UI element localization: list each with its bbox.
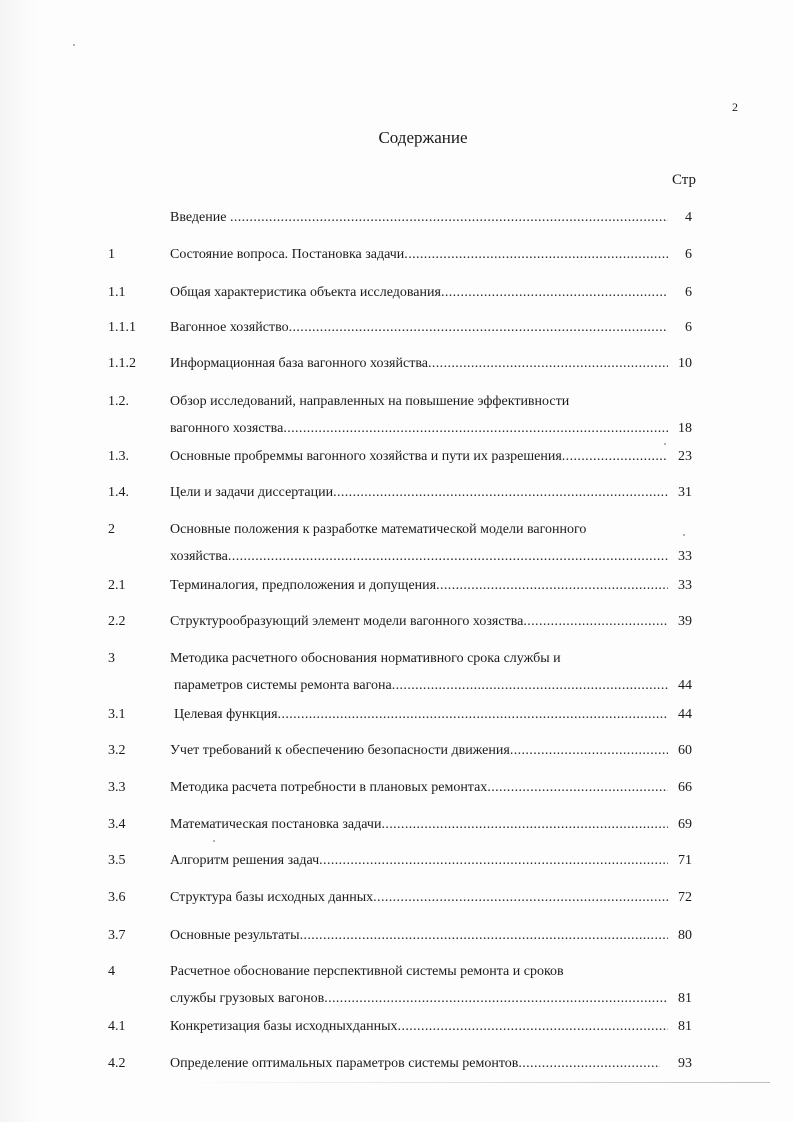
- toc-entry-continuation: [0, 420, 793, 438]
- toc-entry-page: 69: [678, 817, 692, 832]
- toc-entry-page: 23: [678, 449, 692, 464]
- toc-entry-number: 1.1: [108, 285, 126, 300]
- toc-entry-number: 3.7: [108, 928, 126, 943]
- toc-entry: [0, 613, 793, 631]
- scan-line: [180, 1082, 770, 1083]
- toc-entry-number: 3.5: [108, 853, 126, 868]
- toc-entry-title: Вагонное хозяйство .....: [170, 319, 668, 337]
- toc-entry-number: 4.1: [108, 1019, 126, 1034]
- toc-entry-title: Математическая постановка задачи .....: [170, 816, 668, 834]
- toc-entry: [0, 706, 793, 724]
- toc-entry: [0, 779, 793, 797]
- toc-entry-page: 18: [678, 421, 692, 436]
- toc-entry-title: Цели и задачи диссертации .....: [170, 484, 668, 502]
- toc-entry-title: Структура базы исходных данных .....: [170, 889, 668, 907]
- toc-entry-title: Введение .....: [170, 209, 668, 227]
- toc-entry-page: 33: [678, 578, 692, 593]
- toc-entry-number: 1: [108, 247, 115, 262]
- toc-entry-page: 39: [678, 614, 692, 629]
- toc-entry-title: Структурообразующий элемент модели вагонного хозяства .....: [170, 613, 668, 631]
- page-title: Содержание: [378, 128, 468, 147]
- scan-speck: [213, 840, 215, 842]
- toc-entry: [0, 963, 793, 981]
- toc-entry-title: Общая характеристика объекта исследования .....: [170, 284, 668, 302]
- toc-entry: [0, 284, 793, 302]
- toc-entry: [0, 393, 793, 411]
- toc-entry: [0, 448, 793, 466]
- toc-entry-title-continued: вагонного хозяства .....: [170, 420, 668, 438]
- toc-entry-page: 4: [685, 210, 692, 225]
- scan-speck: [683, 534, 685, 536]
- toc-entry-page: 66: [678, 780, 692, 795]
- toc-entry-number: 2: [108, 522, 115, 537]
- toc-entry-title: Методика расчета потребности в плановых ремонтах .....: [170, 779, 668, 797]
- toc-entry-page: 81: [678, 991, 692, 1006]
- toc-entry-number: 4.2: [108, 1056, 126, 1071]
- toc-entry: [0, 1018, 793, 1036]
- toc-entry-number: 3.6: [108, 890, 126, 905]
- toc-entry-title-continued: службы грузовых вагонов .....: [170, 990, 668, 1008]
- toc-entry-title: Основные пробреммы вагонного хозяйства и пути их разрешения .....: [170, 448, 668, 466]
- toc-entry: [0, 927, 793, 945]
- toc-entry-page: 44: [678, 707, 692, 722]
- scan-speck: [664, 443, 666, 445]
- toc-entry-page: 31: [678, 485, 692, 500]
- toc-entry-number: 3: [108, 651, 115, 666]
- toc-entry-number: 1.4.: [108, 485, 129, 500]
- page-number: 2: [732, 100, 738, 114]
- scan-speck: [73, 44, 75, 46]
- toc-entry-page: 33: [678, 549, 692, 564]
- toc-entry-title: Алгоритм решения задач .....: [170, 852, 668, 870]
- toc-entry-number: 3.2: [108, 743, 126, 758]
- toc-entry-title: Методика расчетного обоснования нормативного срока службы и: [170, 651, 561, 666]
- toc-entry: [0, 209, 793, 227]
- toc-entry-page: 81: [678, 1019, 692, 1034]
- toc-entry-title: Расчетное обоснование перспективной системы ремонта и сроков: [170, 964, 564, 979]
- toc-entry-page: 6: [685, 285, 692, 300]
- toc-entry-title: Обзор исследований, направленных на повышение эффективности: [170, 394, 570, 409]
- toc-entry-continuation: [0, 677, 793, 695]
- toc-entry-number: 1.1.2: [108, 356, 136, 371]
- toc-entry-title: Основные положения к разработке математической модели вагонного: [170, 522, 587, 537]
- toc-entry-page: 6: [685, 320, 692, 335]
- toc-entry-page: 60: [678, 743, 692, 758]
- toc-entry-title: Терминалогия, предположения и допущения .....: [170, 577, 668, 595]
- toc-entry-number: 1.1.1: [108, 320, 136, 335]
- toc-entry-title: Основные результаты .....: [170, 927, 668, 945]
- toc-entry-page: 72: [678, 890, 692, 905]
- toc-entry-title: Состояние вопроса. Постановка задачи .....: [170, 246, 668, 264]
- toc-entry-number: 1.2.: [108, 394, 129, 409]
- toc-entry-number: 3.1: [108, 707, 126, 722]
- toc-entry-page: 71: [678, 853, 692, 868]
- toc-entry: [0, 246, 793, 264]
- toc-entry-number: 3.3: [108, 780, 126, 795]
- toc-entry-number: 2.2: [108, 614, 126, 629]
- toc-entry-page: 6: [685, 247, 692, 262]
- toc-entry: [0, 650, 793, 668]
- toc-entry: [0, 577, 793, 595]
- toc-entry-number: 3.4: [108, 817, 126, 832]
- toc-entry-title: Учет требований к обеспечению безопасности движения .....: [170, 742, 668, 760]
- toc-entry-continuation: [0, 990, 793, 1008]
- toc-entry-number: 4: [108, 964, 115, 979]
- toc-entry-title: Целевая функция .....: [174, 706, 668, 724]
- toc-entry-page: 93: [678, 1056, 692, 1071]
- toc-entry-continuation: [0, 548, 793, 566]
- toc-entry-title: Информационная база вагонного хозяйства .....: [170, 355, 668, 373]
- toc-entry-title: Определение оптимальных параметров системы ремонтов .....: [170, 1055, 660, 1073]
- toc-entry: [0, 1055, 793, 1073]
- toc-entry-number: 2.1: [108, 578, 126, 593]
- toc-entry-title-continued: хозяйства .....: [170, 548, 668, 566]
- page-column-header: Стр: [672, 172, 697, 188]
- toc-entry: [0, 816, 793, 834]
- toc-entry: [0, 852, 793, 870]
- toc-entry: [0, 319, 793, 337]
- toc-entry-number: 1.3.: [108, 449, 129, 464]
- toc-entry: [0, 484, 793, 502]
- toc-entry: [0, 521, 793, 539]
- toc-entry: [0, 355, 793, 373]
- toc-entry-page: 10: [678, 356, 692, 371]
- toc-entry-page: 44: [678, 678, 692, 693]
- toc-entry-page: 80: [678, 928, 692, 943]
- toc-entry: [0, 742, 793, 760]
- toc-entry-title-continued: параметров системы ремонта вагона .....: [174, 677, 668, 695]
- toc-entry: [0, 889, 793, 907]
- toc-entry-title: Конкретизация базы исходныхданных .....: [170, 1018, 668, 1036]
